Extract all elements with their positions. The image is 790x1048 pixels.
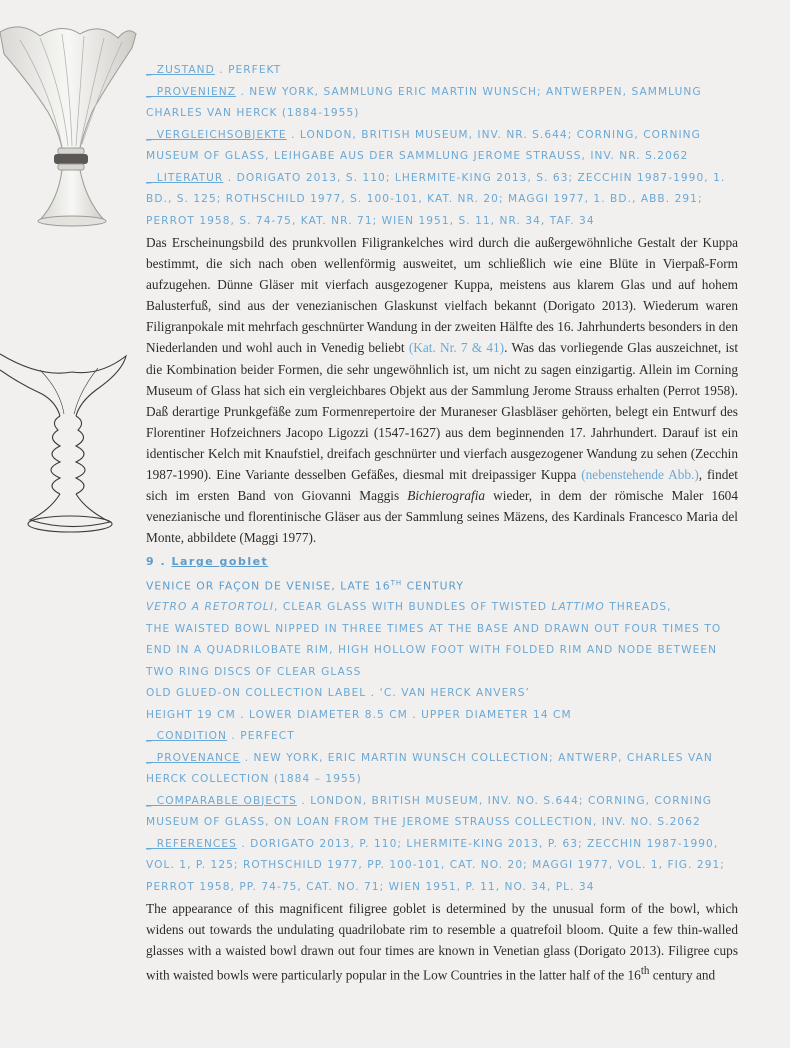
- literatur-line: [146, 168, 738, 233]
- provenienz-line: [146, 82, 738, 125]
- material-text: , CLEAR GLASS WITH BUNDLES OF TWISTED: [274, 601, 552, 613]
- dimensions-line: HEIGHT 19 CM . LOWER DIAMETER 8.5 CM . UPPER DIAMETER 14 CM: [146, 708, 572, 721]
- german-text-3: , findet sich im ersten Band von Giovanni Maggis: [146, 467, 738, 504]
- entry-number: 9 .: [146, 555, 172, 569]
- english-sup: th: [640, 965, 650, 978]
- provenienz-value: . NEW YORK, SAMMLUNG ERIC MARTIN WUNSCH; ANTWERPEN, SAMMLUNG CHARLES VAN HERCK (1884-1955): [146, 85, 702, 119]
- material-tail: THREADS,: [604, 601, 672, 613]
- material-line: [146, 597, 738, 619]
- kat-link[interactable]: (Kat. Nr. 7 & 41): [408, 340, 505, 356]
- condition-value: . PERFECT: [227, 730, 295, 742]
- material-italic-1: VETRO A RETORTOLI: [146, 601, 275, 613]
- provenance-line: [146, 748, 738, 791]
- comparable-value: . LONDON, BRITISH MUSEUM, INV. NO. S.644; CORNING, CORNING MUSEUM OF GLASS, ON LOAN FROM THE JEROME STRAUSS COLLECTION, INV. NO. S.2062: [146, 794, 713, 828]
- goblet-drawing: [0, 350, 140, 550]
- condition-label: _ CONDITION: [146, 730, 228, 742]
- german-text-1: Das Erscheinungsbild des prunkvollen Filigrankelches wird durch die außergewöhnliche Gestalt der Kuppa bestimmt, die sich nach oben wellenförmig ausweitet, um schließlich wie eine Blüte in Vierpaß-Form aufzugehen. Dünne Gläser mit vierfach ausgezogener Kuppa, meistens aus klarem Glas und auf hohem Balusterfuß, sind aus der venezianischen Glaskunst vielfach bekannt (Dorigato 2013). Wiederum waren Filigranpokale mit mehrfach geschnürter Wandung in der zweiten Hälfte des 16. Jahrhunderts besonders in den Niederlanden und wohl auch in Venedig beliebt: [146, 235, 738, 356]
- origin-tail: CENTURY: [402, 580, 464, 593]
- german-text-4: wieder, in dem der römische Maler 1604 venezianische und florentinische Gläser aus der Sammlung seines Mäzens, des Kardinals Francesco Maria del Monte, abbildete (Maggi 1977).: [146, 488, 738, 546]
- vergleich-label: _ VERGLEICHSOBJEKTE: [146, 128, 287, 141]
- origin-sup: TH: [390, 579, 403, 588]
- references-value: . DORIGATO 2013, P. 110; LHERMITE-KING 2013, P. 63; ZECCHIN 1987-1990, VOL. 1, P. 125; ROTHSCHILD 1977, PP. 100-101, CAT. NO. 20; MAGGI 1977, VOL. 1, FIG. 291; PERROT 1958, PP. 74-75, CAT. NO. 71; WIEN 1951, P. 11, NO. 34, PL. 34: [146, 837, 725, 893]
- entry-heading: [146, 551, 738, 573]
- references-line: [146, 834, 738, 899]
- provenance-label: _ PROVENANCE: [146, 751, 241, 764]
- zustand-label: _ ZUSTAND: [146, 64, 215, 76]
- entry-title: Large goblet: [171, 555, 269, 569]
- comparable-label: _ COMPARABLE OBJECTS: [146, 794, 297, 807]
- goblet-photo: [0, 20, 140, 235]
- literatur-value: . DORIGATO 2013, S. 110; LHERMITE-KING 2013, S. 63; ZECCHIN 1987-1990, 1. BD., S. 125; ROTHSCHILD 1977, S. 100-101, KAT. NR. 20; MAGGI 1977, 1. BD., ABB. 291; PERROT 1958, S. 74-75, KAT. NR. 71; WIEN 1951, S. 11, NR. 34, TAF. 34: [146, 171, 726, 227]
- english-tail: century and: [649, 967, 716, 983]
- english-paragraph: [146, 898, 738, 986]
- bichierografia-title: Bichierografia: [407, 488, 486, 504]
- provenienz-label: _ PROVENIENZ: [146, 85, 237, 98]
- literatur-label: _ LITERATUR: [146, 171, 224, 184]
- collection-label-line: OLD GLUED-ON COLLECTION LABEL . ‘C. VAN HERCK ANVERS’: [146, 687, 530, 699]
- references-label: _ REFERENCES: [146, 837, 237, 850]
- origin-text: VENICE OR FAÇON DE VENISE, LATE 16: [146, 580, 391, 593]
- zustand-line: [146, 60, 738, 82]
- text-column: [146, 60, 738, 986]
- zustand-value: . PERFEKT: [214, 64, 282, 76]
- english-text: The appearance of this magnificent filigree goblet is determined by the unusual form of the bowl, which widens out towards the undulating quadrilobate rim to resemble a quatrefoil bloom. Quite a few thin-walled glasses with a waisted bowl drawn out four times are known in Venetian glass (Dorigato 2013). Filigree cups with waisted bowls were particularly popular in the Low Countries in the latter half of the 16: [146, 901, 738, 983]
- condition-line: [146, 726, 738, 748]
- origin-line: [146, 573, 738, 597]
- german-paragraph: [146, 232, 738, 548]
- vergleich-value: . LONDON, BRITISH MUSEUM, INV. NR. S.644; CORNING, CORNING MUSEUM OF GLASS, LEIHGABE AUS DER SAMMLUNG JEROME STRAUSS, INV. NR. S.2062: [146, 128, 701, 162]
- vergleich-line: [146, 125, 738, 168]
- abb-link[interactable]: (nebenstehende Abb.): [581, 467, 699, 483]
- material-italic-2: LATTIMO: [551, 601, 605, 613]
- provenance-value: . NEW YORK, ERIC MARTIN WUNSCH COLLECTION; ANTWERP, CHARLES VAN HERCK COLLECTION (1884 – 1955): [146, 751, 713, 785]
- german-text-2: . Was das vorliegende Glas auszeichnet, ist die Kombination beider Formen, die sehr ungewöhnlich ist, um nicht zu sagen einzigartig. Allein im Corning Museum of Glass hat sich ein vergleichbares Objekt aus der Sammlung Jerome Strauss erhalten (Perrot 1958). Daß derartige Prunkgefäße zum Formenrepertoire der Muraneser Glasbläser gehörten, belegt ein Entwurf des Florentiner Hofzeichners Jacopo Ligozzi (1547-1627) aus dem beginnenden 17. Jahrhundert. Darauf ist ein identischer Kelch mit Knaufstiel, dreifach geschnürter und vierfach ausgezogener Wandung zu sehen (Zecchin 1987-1990). Eine Variante desselben Gefäßes, diesmal mit dreipassiger Kuppa: [146, 340, 739, 483]
- description-line: THE WAISTED BOWL NIPPED IN THREE TIMES AT THE BASE AND DRAWN OUT FOUR TIMES TO END IN A QUADRILOBATE RIM, HIGH HOLLOW FOOT WITH FOLDED RIM AND NODE BETWEEN TWO RING DISCS OF CLEAR GLASS: [146, 622, 722, 678]
- comparable-line: [146, 791, 738, 834]
